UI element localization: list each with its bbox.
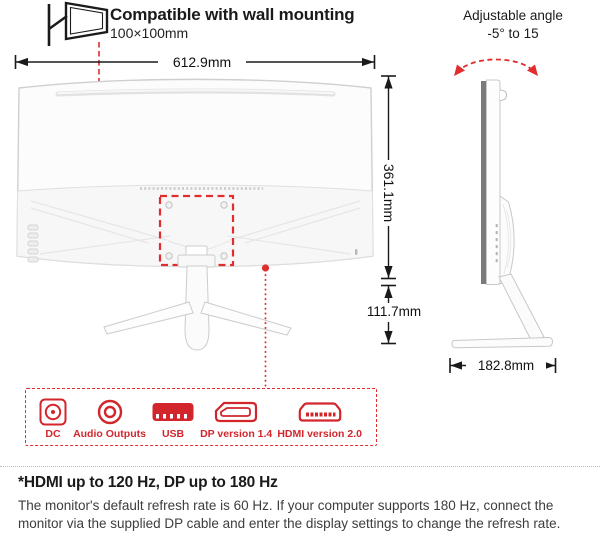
tilt-arc-dashed: [457, 60, 535, 74]
dp-port-icon: [213, 398, 259, 426]
stand-arm-side: [499, 274, 544, 341]
dc-port-icon: [38, 398, 68, 426]
dotted-separator: [0, 466, 600, 467]
port-label: Audio Outputs: [73, 427, 146, 440]
wall-mount-icon: [49, 3, 107, 46]
usb-port-icon: [151, 398, 195, 426]
port-item-usb: [151, 398, 195, 440]
ports-panel: [25, 388, 377, 446]
hdmi-port-icon: [295, 398, 345, 426]
footnote-heading: *HDMI up to 120 Hz, DP up to 180 Hz: [18, 474, 278, 491]
adjustable-angle-range: -5° to 15: [487, 26, 539, 41]
port-item-audio: [73, 398, 146, 440]
port-item-dc: [38, 398, 68, 440]
depth-dimension-label: 182.8mm: [466, 358, 546, 373]
stand-height-dimension-label: 111.7mm: [352, 304, 436, 319]
adjustable-angle-label: Adjustable angle: [463, 8, 563, 23]
wall-mount-title: Compatible with wall mounting: [110, 5, 355, 24]
port-label: USB: [161, 427, 185, 440]
port-item-dp: [200, 398, 272, 440]
port-label: DC: [45, 427, 61, 440]
wall-mount-size: 100×100mm: [110, 25, 189, 41]
tilt-arrow-right: [527, 65, 538, 77]
port-item-hdmi: [277, 398, 362, 440]
port-label: HDMI version 2.0: [277, 427, 362, 440]
monitor-back-view: [17, 79, 373, 350]
port-label: DP version 1.4: [200, 427, 273, 440]
footnote-body: The monitor's default refresh rate is 60 Hz. If your computer supports 180 Hz, connect the monitor via the supplied DP cable and enter the display settings to change the refresh rate.: [18, 498, 561, 531]
ports-connector-dot: [262, 264, 269, 271]
width-dimension-label: 612.9mm: [158, 54, 246, 70]
stand-base-side: [452, 338, 553, 348]
height-dimension-label: 361.1mm: [381, 161, 397, 225]
monitor-side-view: [452, 60, 553, 348]
audio-port-icon: [96, 398, 124, 426]
power-led: [355, 249, 357, 255]
